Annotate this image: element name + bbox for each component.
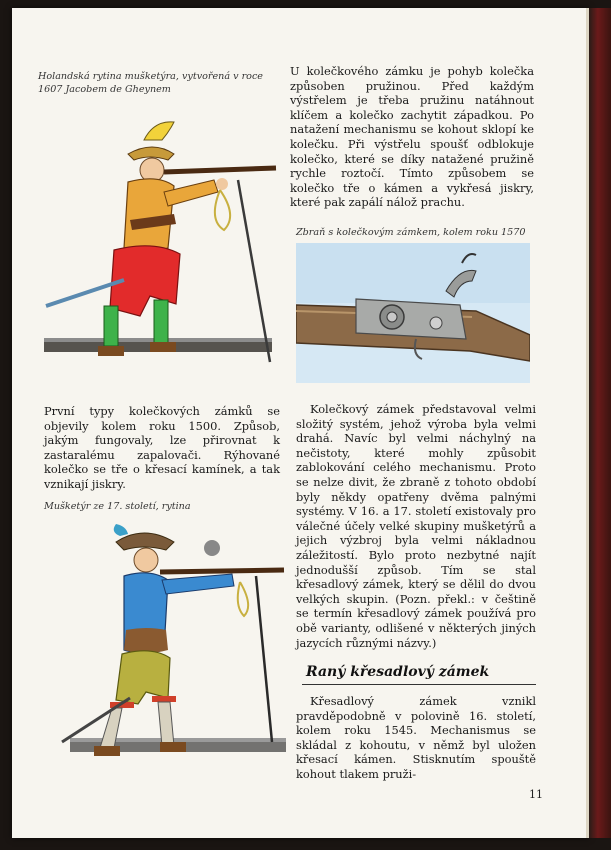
musketeer-1607-engraving [44, 110, 284, 390]
paragraph-first-wheellocks: První typy kolečkových zámků se objevily kolem roku 1500. Způsob, jakým fungovaly, lze přirovnat k zastaralému zapalovači. Rýhované kolečko se tře o křesací kamínek, a tak vznikají jiskry. [44, 404, 280, 491]
book-cover-edge [589, 8, 611, 838]
wheellock-gun-photo [296, 243, 530, 383]
page-number: 11 [529, 788, 543, 801]
caption-musketeer-1607: Holandská rytina mušketýra, vytvořená v roce 1607 Jacobem de Gheynem [38, 71, 263, 95]
caption-wheellock-gun-1570: Zbraň s kolečkovým zámkem, kolem roku 1570 [296, 227, 526, 238]
paragraph-early-flintlock: Křesadlový zámek vznikl pravděpodobně v polovině 16. století, kolem roku 1545. Mechanismus se skládal z kohoutu, v němž byl uložen křesací kámen. Stisknutím spouště kohout tlakem pruži- [296, 694, 536, 781]
caption-musketeer-17th-century: Mušketýr ze 17. století, rytina [44, 501, 191, 512]
section-heading: Raný křesadlový zámek [306, 664, 490, 680]
paragraph-wheellock-complexity: Kolečkový zámek představoval velmi složitý systém, jehož výroba byla velmi drahá. Navíc byl velmi náchylný na nečistoty, které mohly způsobit zablokování celého mechanismu. Proto se nelze divit, že zbraně z tohoto období byly někdy opatřeny dvěma palnými systémy. V 16. a 17. století existovaly pro válečné účely velké skupiny mušketýrů a jejich výzbroj byla velmi nákladnou záležitostí. Bylo proto nezbytné najít jednodušší způsob. Tím se stal křesadlový zámek, který se dělil do dvou velkých skupin. (Pozn. překl.: v češtině se termín křesadlový zámek používá pro obě varianty, odlišené v některých jiných jazycích různými názvy.) [296, 402, 536, 650]
musketeer-17th-century-engraving [60, 520, 286, 774]
heading-rule [302, 684, 536, 685]
paragraph-wheellock-mechanism: U kolečkového zámku je pohyb kolečka způsoben pružinou. Před každým výstřelem je třeba pružinu natáhnout klíčem a kolečko zachytit západkou. Po natažení mechanismu se kohout sklopí ke kolečku. Při výstřelu spoušť odblokuje kolečko, které se díky natažené pružině rychle roztočí. Tímto způsobem se kolečko tře o kámen a vykřesá jiskry, které pak zapálí nálož prachu. [290, 64, 534, 210]
